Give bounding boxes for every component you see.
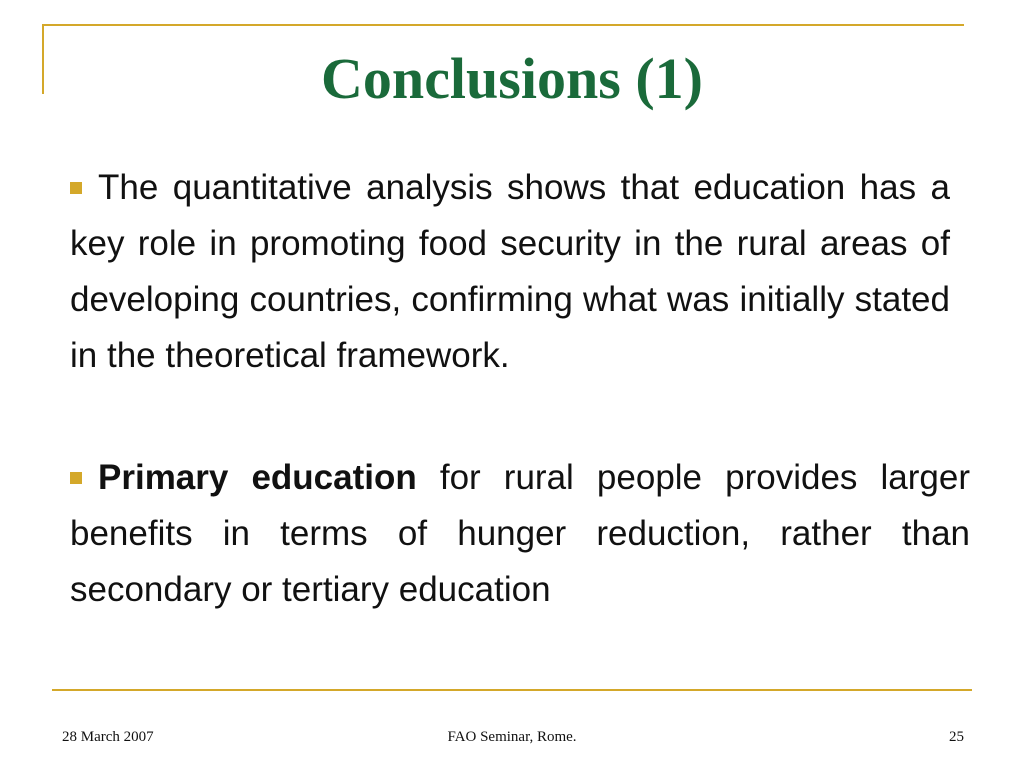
- footer-date: 28 March 2007: [62, 729, 154, 745]
- bullet-text: for rural people provides larger benefits in terms of hunger reduction, rather than secondary or tertiary education: [70, 458, 970, 609]
- frame-top-line: [42, 24, 964, 26]
- footer-divider: [52, 689, 972, 691]
- bullet-item-2: [70, 450, 970, 618]
- footer-event: FAO Seminar, Rome.: [447, 729, 577, 745]
- bullet-text: The quantitative analysis shows that education has a key role in promoting food security in the rural areas of developing countries, confirming what was initially stated in the theoretical framework.: [70, 168, 950, 375]
- bullet-item-1: [70, 160, 950, 384]
- slide-title: Conclusions (1): [321, 46, 703, 111]
- bullet-bold-text: Primary education: [98, 458, 417, 497]
- page-number: 25: [949, 729, 964, 745]
- square-bullet-icon: [70, 472, 82, 484]
- square-bullet-icon: [70, 182, 82, 194]
